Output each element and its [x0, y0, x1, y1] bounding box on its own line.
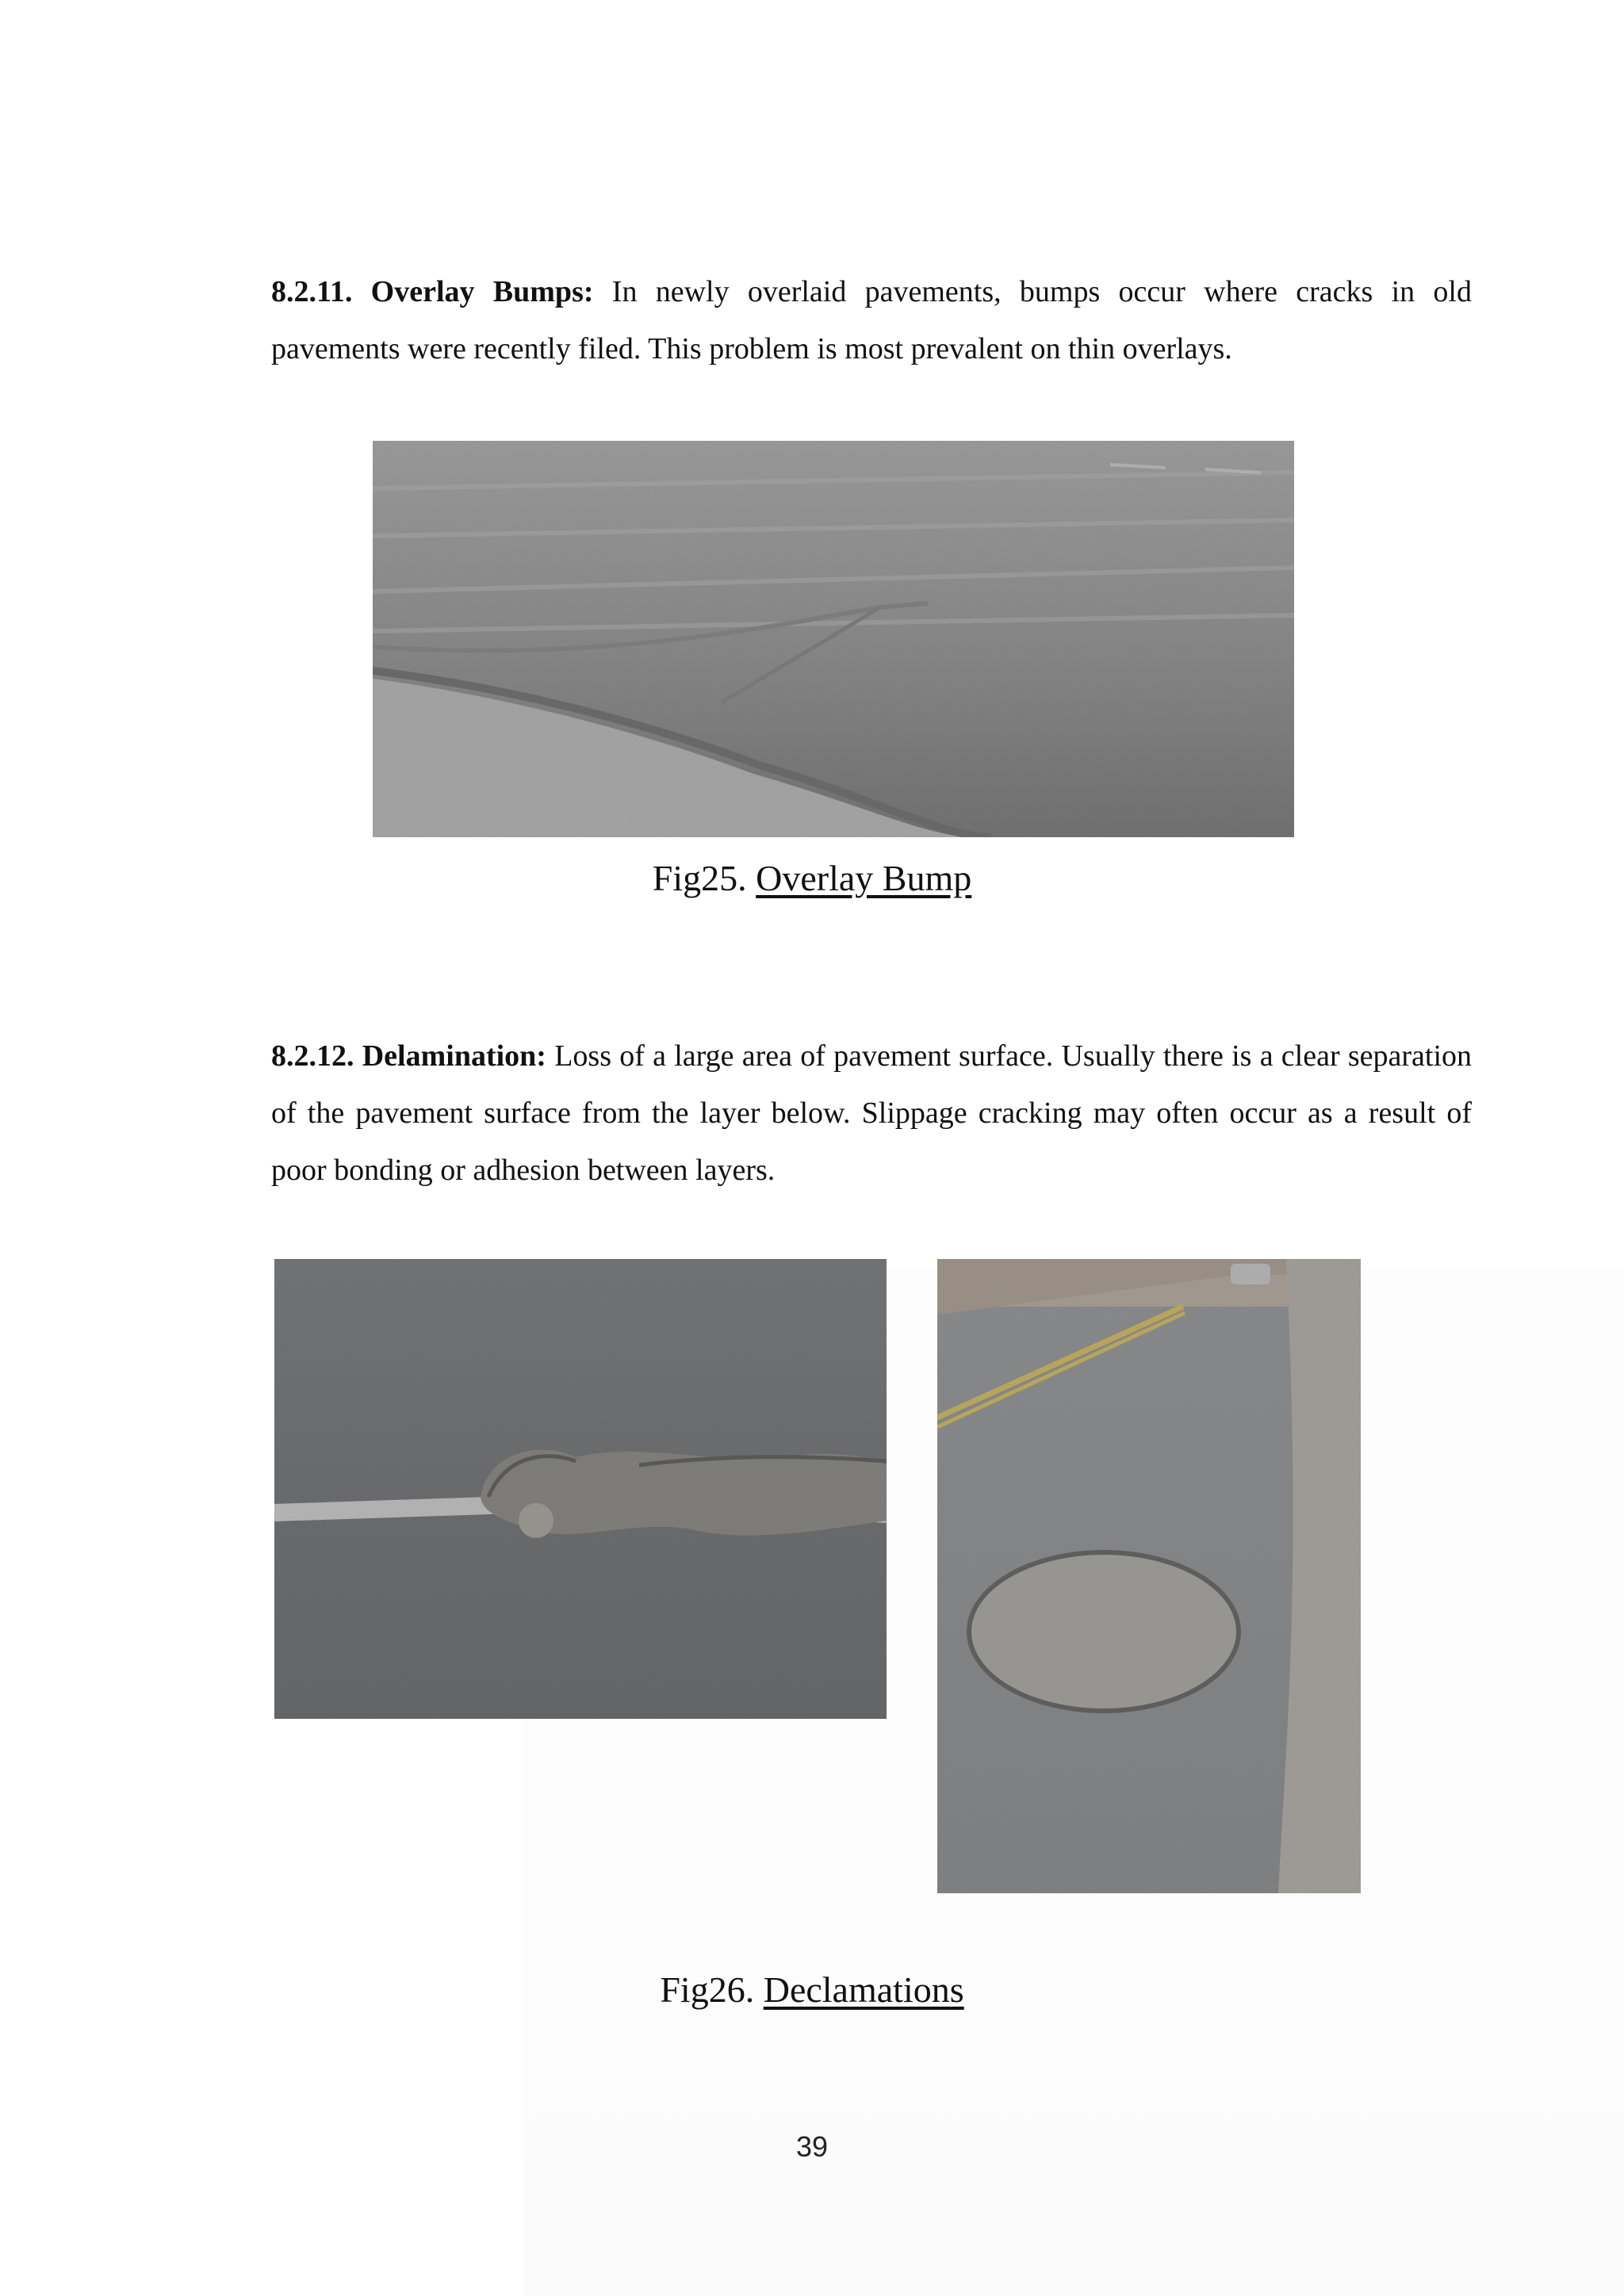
figure-25-svg [373, 441, 1294, 837]
asphalt-texture [937, 1259, 1361, 1893]
figure-26-left-svg [274, 1259, 887, 1719]
section-delamination-paragraph [271, 1027, 1472, 1199]
figure-26-title: Declamations [763, 1969, 964, 2010]
figure-26-right-svg [937, 1259, 1361, 1893]
asphalt-texture [274, 1259, 887, 1719]
section-delamination-heading: 8.2.12. Delamination: [271, 1039, 546, 1073]
section-overlay-bumps-paragraph [271, 263, 1472, 377]
section-overlay-bumps-heading: 8.2.11. Overlay Bumps: [271, 275, 594, 308]
figure-26-left-image [274, 1259, 887, 1719]
figure-25-image [373, 441, 1294, 837]
page-number: 39 [795, 2130, 829, 2163]
figure-26-prefix: Fig26. [660, 1969, 764, 2010]
figure-26-right-image [937, 1259, 1361, 1893]
figure-25-title: Overlay Bump [756, 858, 972, 898]
asphalt-texture [373, 441, 1294, 837]
section-delamination-text: Loss of a large area of pavement surface. Usually there is a clear separation of the pavement surface from the layer below. Slippage cracking may often occur as a result of poor bonding or adhesion between layers. [271, 1039, 1472, 1187]
figure-26-caption [0, 1966, 1624, 2014]
figure-25-caption [0, 855, 1624, 902]
figure-25-prefix: Fig25. [652, 858, 756, 898]
section-overlay-bumps-text: In newly overlaid pavements, bumps occur where cracks in old pavements were recently filed. This problem is most prevalent on thin overlays. [271, 275, 1472, 365]
